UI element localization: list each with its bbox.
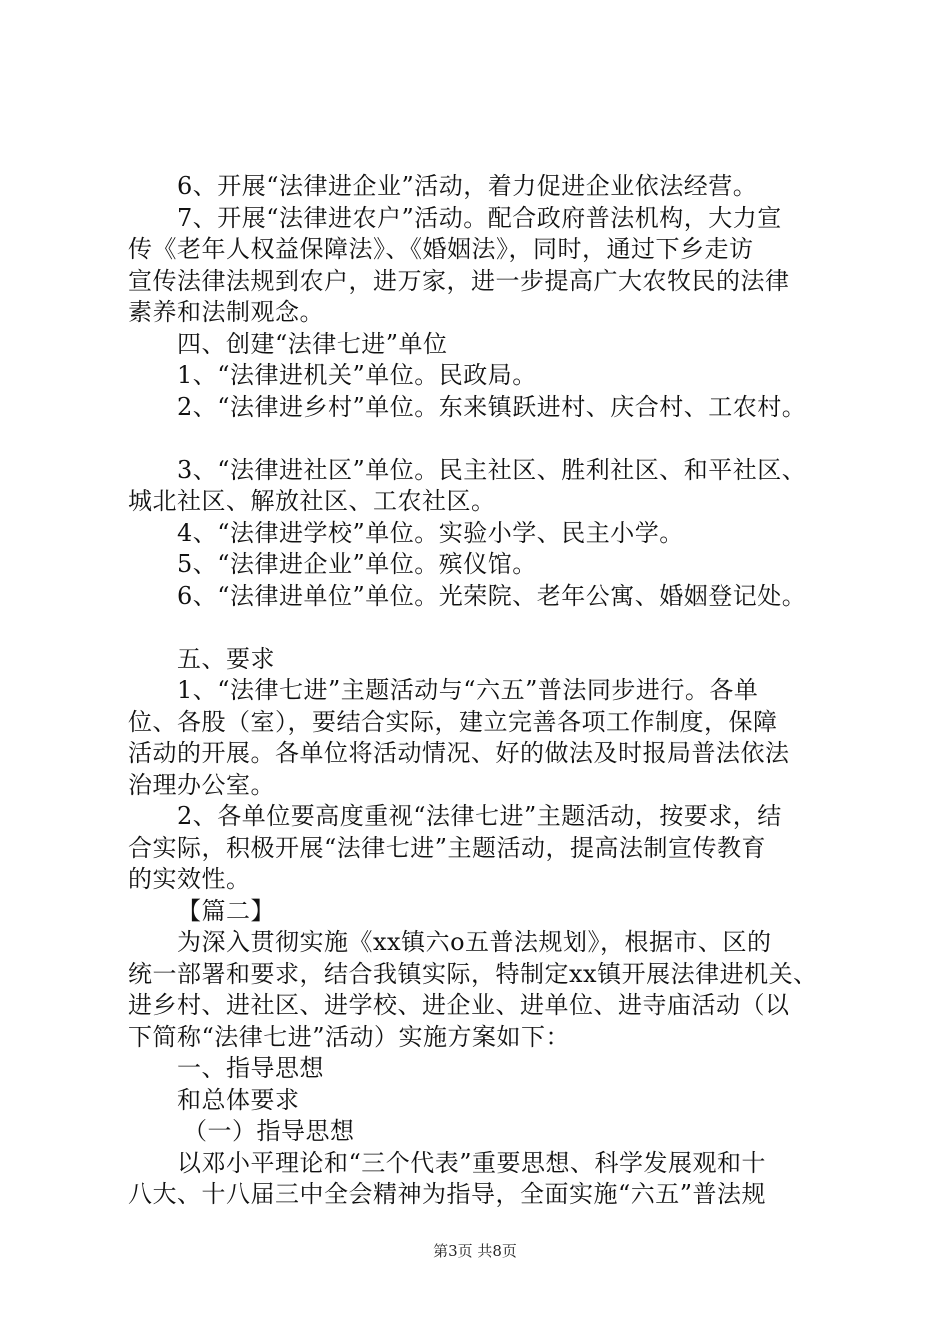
paragraph-line: 以邓小平理论和“三个代表”重要思想、科学发展观和十	[177, 1148, 767, 1177]
blank-line	[128, 423, 858, 455]
paragraph-line: 2、各单位要高度重视“法律七进”主题活动，按要求，结	[177, 802, 782, 830]
paragraph-line: 位、各股（室），要结合实际，建立完善各项工作制度，保障	[128, 707, 778, 736]
paragraph-line: 城北社区、解放社区、工农社区。	[128, 487, 496, 515]
paragraph-line: 宣传法律法规到农户，进万家，进一步提高广大农牧民的法律	[128, 266, 790, 295]
paragraph-line: 4、“法律进学校”单位。实验小学、民主小学。	[177, 518, 684, 547]
paragraph-line: 下简称“法律七进”活动）实施方案如下：	[128, 1022, 571, 1051]
paragraph-line: 6、开展“法律进企业”活动，着力促进企业依法经营。	[177, 172, 758, 200]
section-heading: 【篇二】	[177, 896, 275, 925]
section-heading: 五、要求	[177, 644, 275, 673]
paragraph-line: 为深入贯彻实施《xx镇六o五普法规划》，根据市、区的	[177, 928, 772, 956]
paragraph-line: 活动的开展。各单位将活动情况、好的做法及时报局普法依法	[128, 739, 790, 767]
blank-line	[128, 612, 858, 644]
paragraph-line: 进乡村、进社区、进学校、进企业、进单位、进寺庙活动（以	[128, 991, 790, 1019]
paragraph-line: 统一部署和要求，结合我镇实际，特制定xx镇开展法律进机关、	[128, 959, 818, 988]
paragraph-line: 的实效性。	[128, 865, 251, 893]
paragraph-line: 6、“法律进单位”单位。光荣院、老年公寓、婚姻登记处。	[177, 581, 807, 610]
paragraph-line: 八大、十八届三中全会精神为指导，全面实施“六五”普法规	[128, 1180, 767, 1208]
paragraph-line: 素养和法制观念。	[128, 298, 324, 326]
paragraph-line: 7、开展“法律进农户”活动。配合政府普法机构，大力宣	[177, 203, 782, 232]
paragraph-line: 1、“法律进机关”单位。民政局。	[177, 361, 537, 389]
page-number-footer: 第3页 共8页	[433, 1242, 517, 1260]
section-heading: 和总体要求	[177, 1085, 300, 1114]
section-heading: 四、创建“法律七进”单位	[177, 329, 448, 358]
paragraph-line: 治理办公室。	[128, 770, 275, 799]
paragraph-line: 1、“法律七进”主题活动与“六五”普法同步进行。各单	[177, 676, 759, 704]
paragraph-line: 5、“法律进企业”单位。殡仪馆。	[177, 550, 537, 578]
paragraph-line: 3、“法律进社区”单位。民主社区、胜利社区、和平社区、	[177, 455, 807, 484]
paragraph-line: 合实际，积极开展“法律七进”主题活动，提高法制宣传教育	[128, 833, 767, 862]
paragraph-line: 2、“法律进乡村”单位。东来镇跃进村、庆合村、工农村。	[177, 392, 807, 421]
section-heading: 一、指导思想	[177, 1054, 324, 1082]
document-body	[128, 171, 858, 1211]
section-heading: （一）指导思想	[183, 1117, 355, 1145]
paragraph-line: 传《老年人权益保障法》、《婚姻法》，同时，通过下乡走访	[128, 235, 754, 263]
